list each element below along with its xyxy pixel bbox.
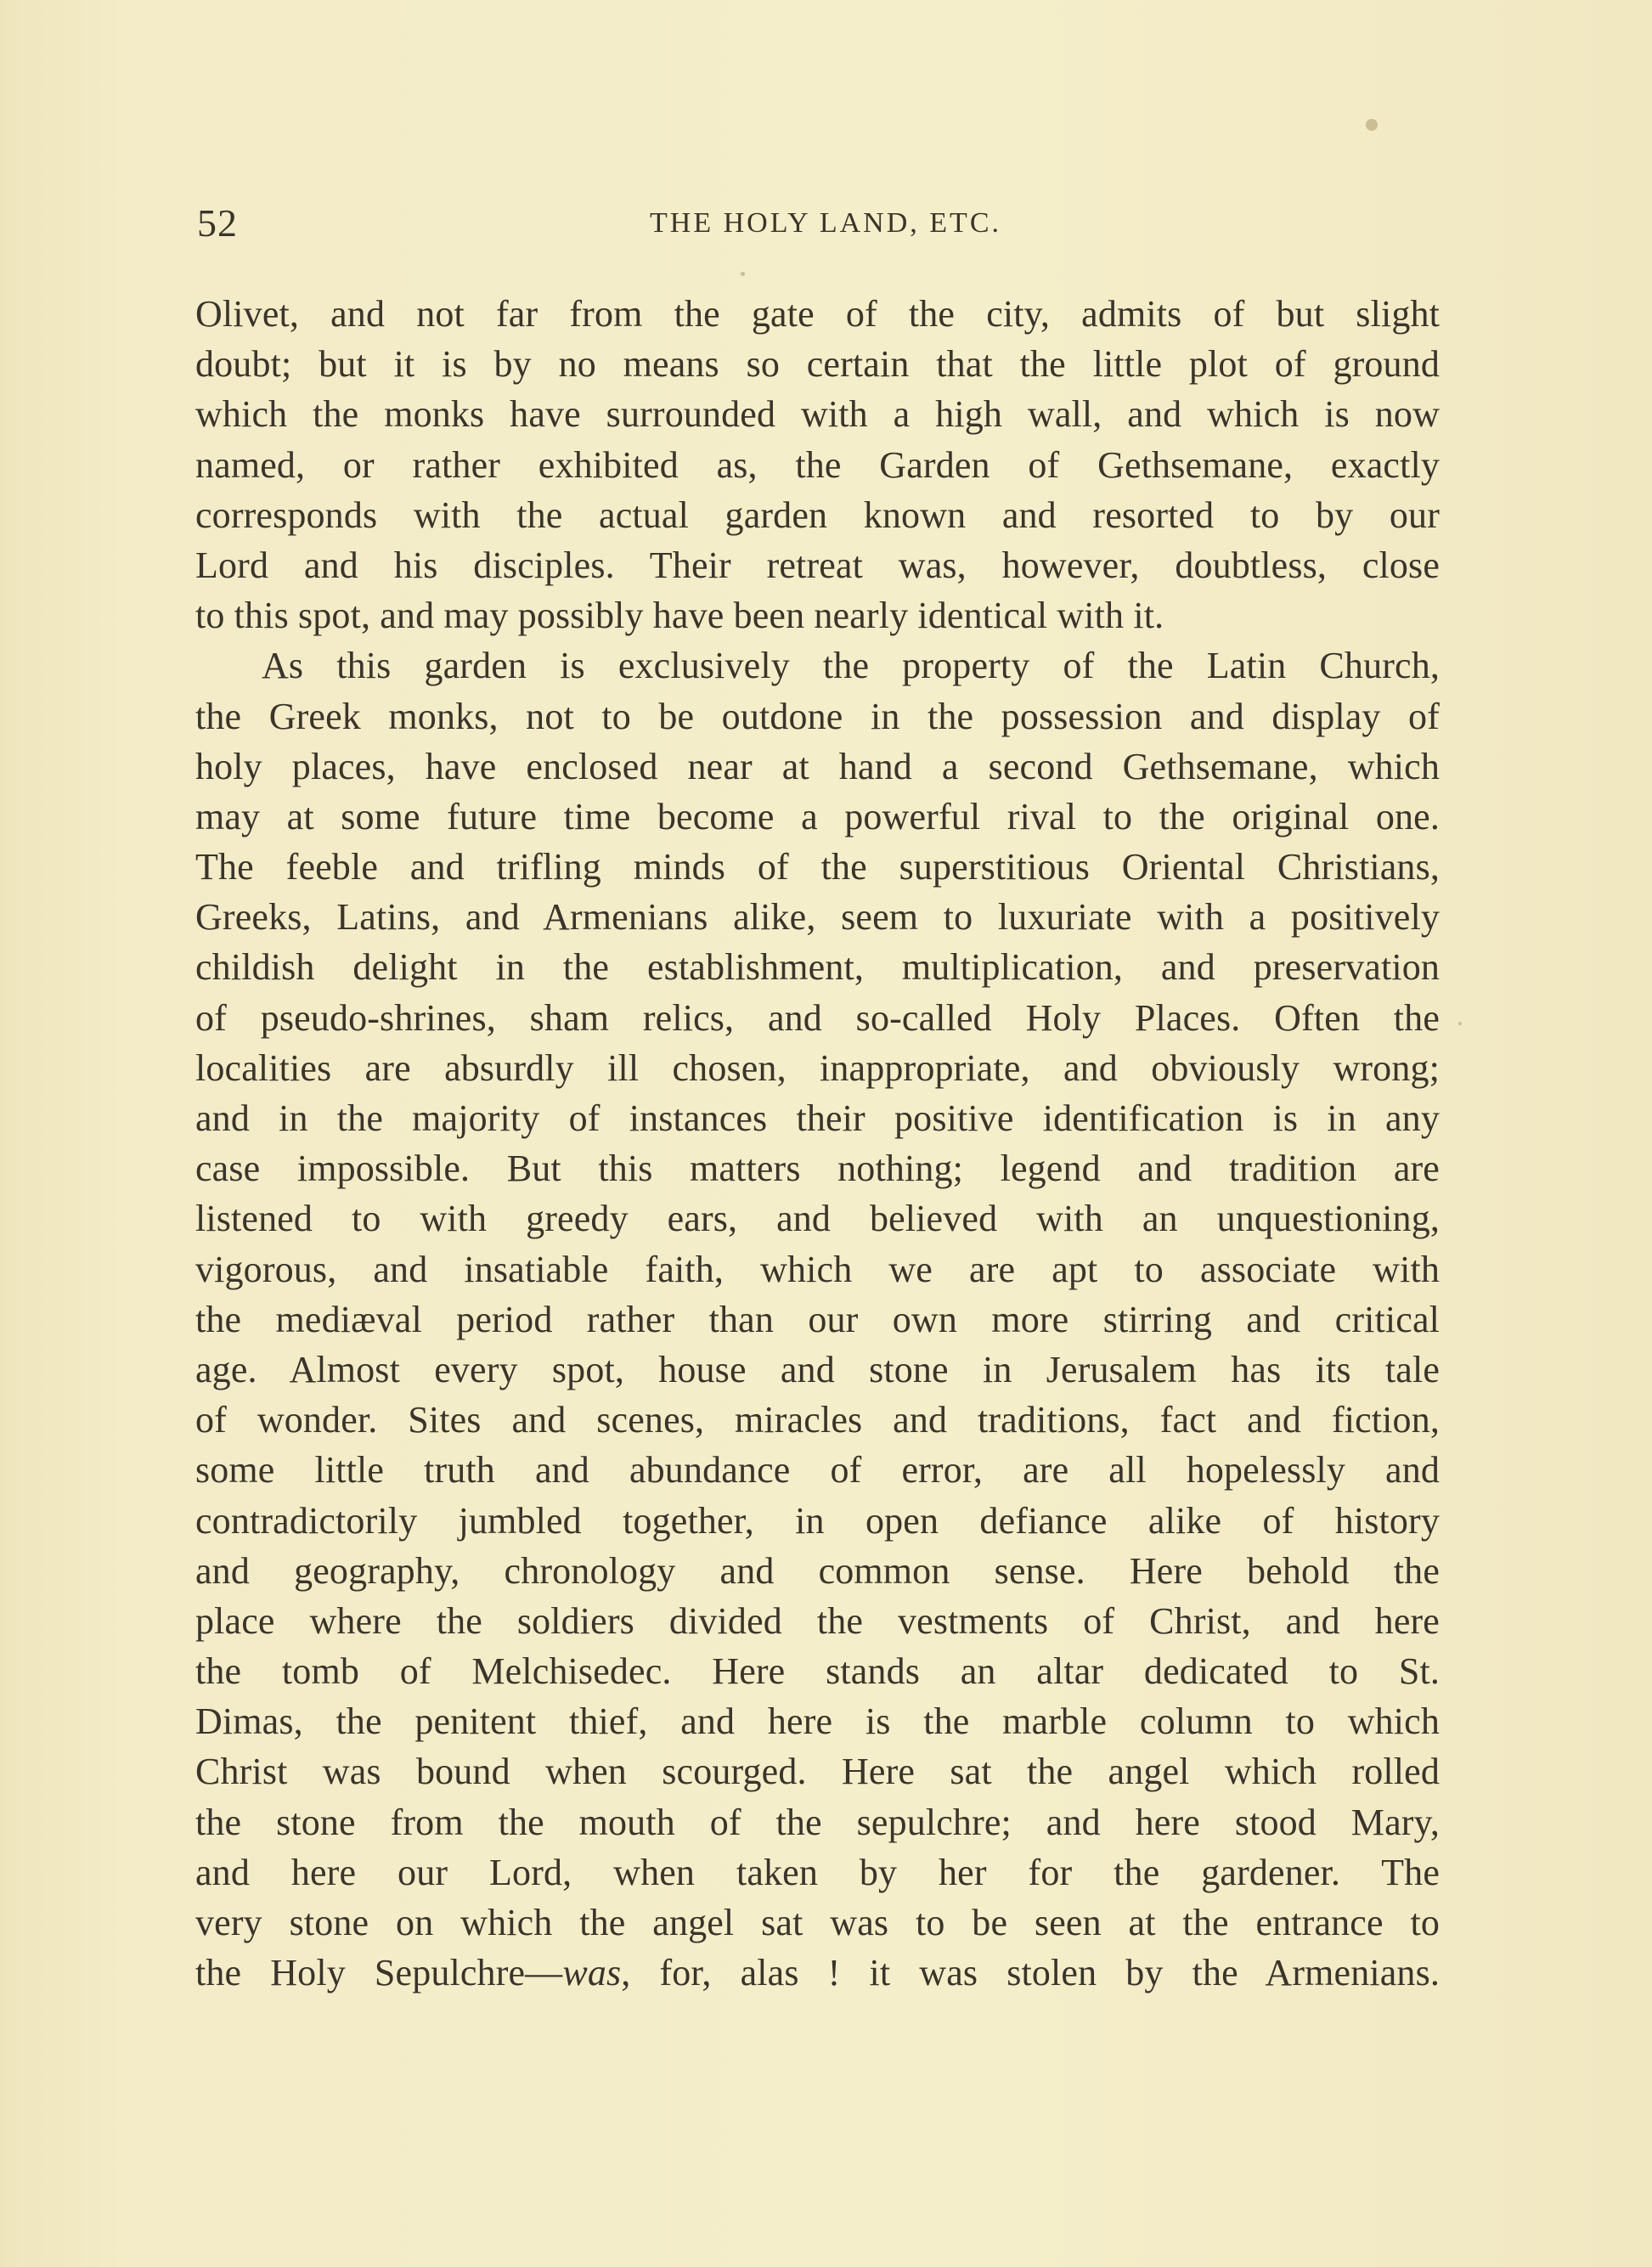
text-line: holy places, have enclosed near at hand a second Gethsemane, which: [195, 745, 1440, 787]
text-line: to this spot, and may possibly have been nearly identical with it.: [195, 595, 1164, 637]
text-line: Olivet, and not far from the gate of the city, admits of but slight: [195, 293, 1440, 335]
text-line: childish delight in the establishment, multiplication, and preservation: [195, 946, 1440, 989]
body-text: [195, 289, 1440, 1998]
text-line: and in the majority of instances their positive identification is in any: [195, 1097, 1440, 1139]
text-line: which the monks have surrounded with a high wall, and which is now: [195, 393, 1440, 436]
text-line: doubt; but it is by no means so certain that the little plot of ground: [195, 343, 1440, 386]
text-line: named, or rather exhibited as, the Garden of Gethsemane, exactly: [195, 443, 1440, 486]
text-line: place where the soldiers divided the vestments of Christ, and here: [195, 1599, 1440, 1642]
text-line: contradictorily jumbled together, in open defiance alike of history: [195, 1499, 1440, 1542]
text-line: The feeble and trifling minds of the superstitious Oriental Christians,: [195, 846, 1440, 888]
text-line: and here our Lord, when taken by her for the gardener. The: [195, 1851, 1440, 1893]
paper-speck: [741, 272, 745, 276]
text-line: Dimas, the penitent thief, and here is the marble column to which: [195, 1700, 1440, 1743]
text-line: Greeks, Latins, and Armenians alike, seem to luxuriate with a positively: [195, 896, 1440, 939]
text-line: As this garden is exclusively the property of the Latin Church,: [262, 645, 1440, 687]
paper-speck: [1458, 1022, 1462, 1025]
text-line: some little truth and abundance of error, are all hopelessly and: [195, 1449, 1440, 1492]
running-title: THE HOLY LAND, ETC.: [650, 207, 1001, 239]
text-line: listened to with greedy ears, and believed with an unquestioning,: [195, 1198, 1440, 1240]
text-line: case impossible. But this matters nothing; legend and tradition are: [195, 1148, 1440, 1190]
final-text-line: [195, 1948, 1440, 1998]
italic-word: was: [562, 1952, 622, 1994]
text-line: may at some future time become a powerful rival to the original one.: [195, 795, 1440, 837]
text-line: very stone on which the angel sat was to be seen at the entrance to: [195, 1902, 1440, 1943]
final-line-start: the Holy Sepulchre—: [195, 1952, 563, 1994]
text-line: the tomb of Melchisedec. Here stands an altar dedicated to St.: [195, 1650, 1440, 1693]
text-line: the stone from the mouth of the sepulchre; and here stood Mary,: [195, 1801, 1440, 1843]
text-line: of pseudo-shrines, sham relics, and so-called Holy Places. Often the: [195, 996, 1440, 1039]
text-line: of wonder. Sites and scenes, miracles and traditions, fact and fiction,: [195, 1399, 1440, 1441]
page-number: 52: [197, 201, 238, 245]
text-line: corresponds with the actual garden known and resorted to by our: [195, 493, 1440, 536]
text-line: vigorous, and insatiable faith, which we are apt to associate with: [195, 1248, 1440, 1290]
text-line: Lord and his disciples. Their retreat was, however, doubtless, close: [195, 544, 1440, 586]
text-line: the mediæval period rather than our own more stirring and critical: [195, 1298, 1440, 1340]
text-line: Christ was bound when scourged. Here sat the angel which rolled: [195, 1751, 1440, 1793]
final-line-end: , for, alas ! it was stolen by the Armenians.: [621, 1952, 1440, 1994]
text-line: and geography, chronology and common sense. Here behold the: [195, 1549, 1440, 1592]
running-head: [197, 200, 1437, 251]
text-line: the Greek monks, not to be outdone in the possession and display of: [195, 695, 1440, 737]
text-line: age. Almost every spot, house and stone in Jerusalem has its tale: [195, 1348, 1440, 1390]
paper-speck: [1366, 119, 1378, 131]
text-line: localities are absurdly ill chosen, inappropriate, and obviously wrong;: [195, 1046, 1440, 1089]
